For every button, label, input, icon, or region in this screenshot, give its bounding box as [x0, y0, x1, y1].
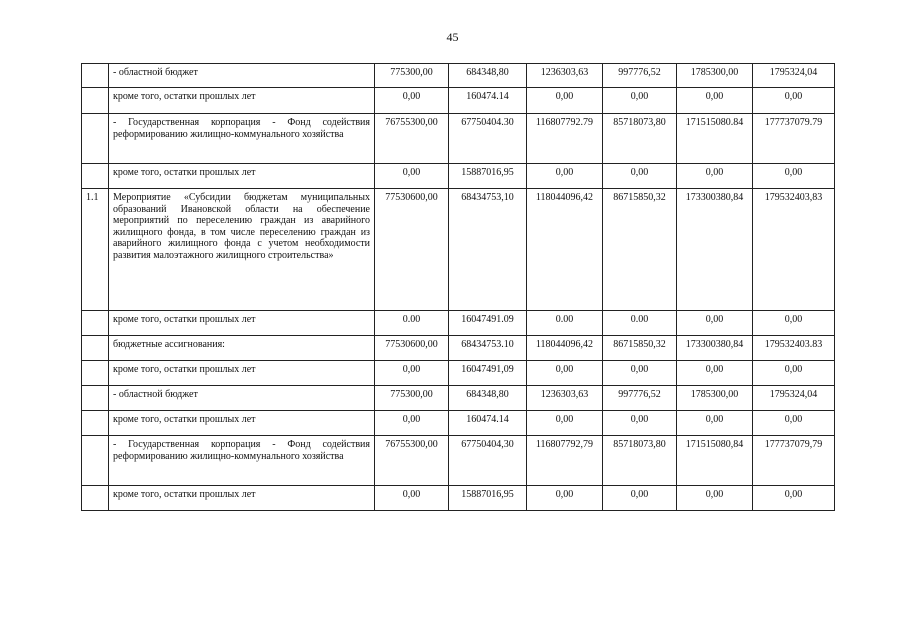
description-cell: кроме того, остатки прошлых лет — [109, 164, 375, 189]
value-cell: 179532403,83 — [753, 189, 835, 311]
value-cell: 0,00 — [375, 486, 449, 511]
value-cell: 1236303,63 — [527, 386, 603, 411]
budget-table — [81, 63, 835, 511]
value-cell: 173300380,84 — [677, 336, 753, 361]
value-cell: 68434753.10 — [449, 336, 527, 361]
value-cell: 0,00 — [527, 164, 603, 189]
value-cell: 775300,00 — [375, 64, 449, 88]
page-number: 45 — [446, 30, 459, 44]
row-number-cell — [82, 88, 109, 114]
value-cell: 177737079.79 — [753, 114, 835, 164]
table-row — [82, 486, 835, 511]
value-cell: 0,00 — [603, 486, 677, 511]
value-cell: 775300,00 — [375, 386, 449, 411]
row-number-cell — [82, 164, 109, 189]
table-row — [82, 336, 835, 361]
value-cell: 118044096,42 — [527, 189, 603, 311]
value-cell: 16047491.09 — [449, 311, 527, 336]
value-cell: 0,00 — [375, 411, 449, 436]
value-cell: 1236303,63 — [527, 64, 603, 88]
value-cell: 0,00 — [527, 88, 603, 114]
value-cell: 86715850,32 — [603, 189, 677, 311]
value-cell: 171515080.84 — [677, 114, 753, 164]
value-cell: 0,00 — [677, 88, 753, 114]
table-row — [82, 311, 835, 336]
value-cell: 1795324,04 — [753, 64, 835, 88]
value-cell: 173300380,84 — [677, 189, 753, 311]
value-cell: 1795324,04 — [753, 386, 835, 411]
value-cell: 0,00 — [677, 486, 753, 511]
value-cell: 0.00 — [603, 311, 677, 336]
value-cell: 160474.14 — [449, 88, 527, 114]
value-cell: 997776,52 — [603, 386, 677, 411]
value-cell: 177737079,79 — [753, 436, 835, 486]
row-number-cell — [82, 486, 109, 511]
row-number-cell — [82, 114, 109, 164]
table-row — [82, 436, 835, 486]
value-cell: 0,00 — [753, 486, 835, 511]
table-row — [82, 88, 835, 114]
value-cell: 0,00 — [527, 411, 603, 436]
value-cell: 0,00 — [753, 164, 835, 189]
value-cell: 15887016,95 — [449, 164, 527, 189]
value-cell: 0,00 — [375, 88, 449, 114]
value-cell: 77530600,00 — [375, 336, 449, 361]
value-cell: 77530600,00 — [375, 189, 449, 311]
value-cell: 0,00 — [527, 486, 603, 511]
value-cell: 0,00 — [753, 311, 835, 336]
value-cell: 684348,80 — [449, 386, 527, 411]
value-cell: 0,00 — [753, 411, 835, 436]
value-cell: 0.00 — [375, 311, 449, 336]
value-cell: 684348,80 — [449, 64, 527, 88]
row-number-cell — [82, 436, 109, 486]
description-cell: - областной бюджет — [109, 386, 375, 411]
value-cell: 67750404.30 — [449, 114, 527, 164]
row-number-cell: 1.1 — [82, 189, 109, 311]
value-cell: 0,00 — [677, 411, 753, 436]
description-cell: кроме того, остатки прошлых лет — [109, 411, 375, 436]
value-cell: 0,00 — [677, 311, 753, 336]
value-cell: 76755300,00 — [375, 436, 449, 486]
description-cell: кроме того, остатки прошлых лет — [109, 486, 375, 511]
description-cell: - Государственная корпорация - Фонд содействия реформированию жилищно-коммунального хозяйства — [109, 436, 375, 486]
value-cell: 997776,52 — [603, 64, 677, 88]
description-cell: кроме того, остатки прошлых лет — [109, 361, 375, 386]
value-cell: 118044096,42 — [527, 336, 603, 361]
value-cell: 171515080,84 — [677, 436, 753, 486]
value-cell: 85718073,80 — [603, 436, 677, 486]
value-cell: 0,00 — [603, 411, 677, 436]
row-number-cell — [82, 386, 109, 411]
description-cell: бюджетные ассигнования: — [109, 336, 375, 361]
row-number-cell — [82, 411, 109, 436]
description-cell: кроме того, остатки прошлых лет — [109, 88, 375, 114]
value-cell: 160474.14 — [449, 411, 527, 436]
description-cell: - областной бюджет — [109, 64, 375, 88]
value-cell: 0,00 — [375, 164, 449, 189]
table-row — [82, 386, 835, 411]
description-cell: - Государственная корпорация - Фонд содействия реформированию жилищно-коммунального хозяйства — [109, 114, 375, 164]
value-cell: 16047491,09 — [449, 361, 527, 386]
value-cell: 0.00 — [527, 311, 603, 336]
value-cell: 116807792,79 — [527, 436, 603, 486]
value-cell: 15887016,95 — [449, 486, 527, 511]
value-cell: 179532403.83 — [753, 336, 835, 361]
description-cell: кроме того, остатки прошлых лет — [109, 311, 375, 336]
value-cell: 0,00 — [677, 164, 753, 189]
table-row — [82, 114, 835, 164]
table-row — [82, 64, 835, 88]
description-cell: Мероприятие «Субсидии бюджетам муниципальных образований Ивановской области на обеспечение мероприятий по переселению граждан из аварийного жилищного фонда, в том числе переселению граждан из аварийного жилищного фонда с учетом необходимости развития малоэтажного жилищного строительства» — [109, 189, 375, 311]
row-number-cell — [82, 64, 109, 88]
value-cell: 1785300,00 — [677, 64, 753, 88]
value-cell: 0,00 — [603, 88, 677, 114]
value-cell: 86715850,32 — [603, 336, 677, 361]
row-number-cell — [82, 361, 109, 386]
table-row — [82, 189, 835, 311]
value-cell: 67750404,30 — [449, 436, 527, 486]
row-number-cell — [82, 311, 109, 336]
value-cell: 0,00 — [375, 361, 449, 386]
value-cell: 1785300,00 — [677, 386, 753, 411]
value-cell: 116807792.79 — [527, 114, 603, 164]
value-cell: 0,00 — [677, 361, 753, 386]
table-row — [82, 361, 835, 386]
table-row — [82, 164, 835, 189]
value-cell: 76755300,00 — [375, 114, 449, 164]
value-cell: 0,00 — [603, 361, 677, 386]
row-number-cell — [82, 336, 109, 361]
value-cell: 0,00 — [753, 361, 835, 386]
value-cell: 0,00 — [753, 88, 835, 114]
value-cell: 0,00 — [603, 164, 677, 189]
table-row — [82, 411, 835, 436]
value-cell: 85718073,80 — [603, 114, 677, 164]
value-cell: 0,00 — [527, 361, 603, 386]
value-cell: 68434753,10 — [449, 189, 527, 311]
